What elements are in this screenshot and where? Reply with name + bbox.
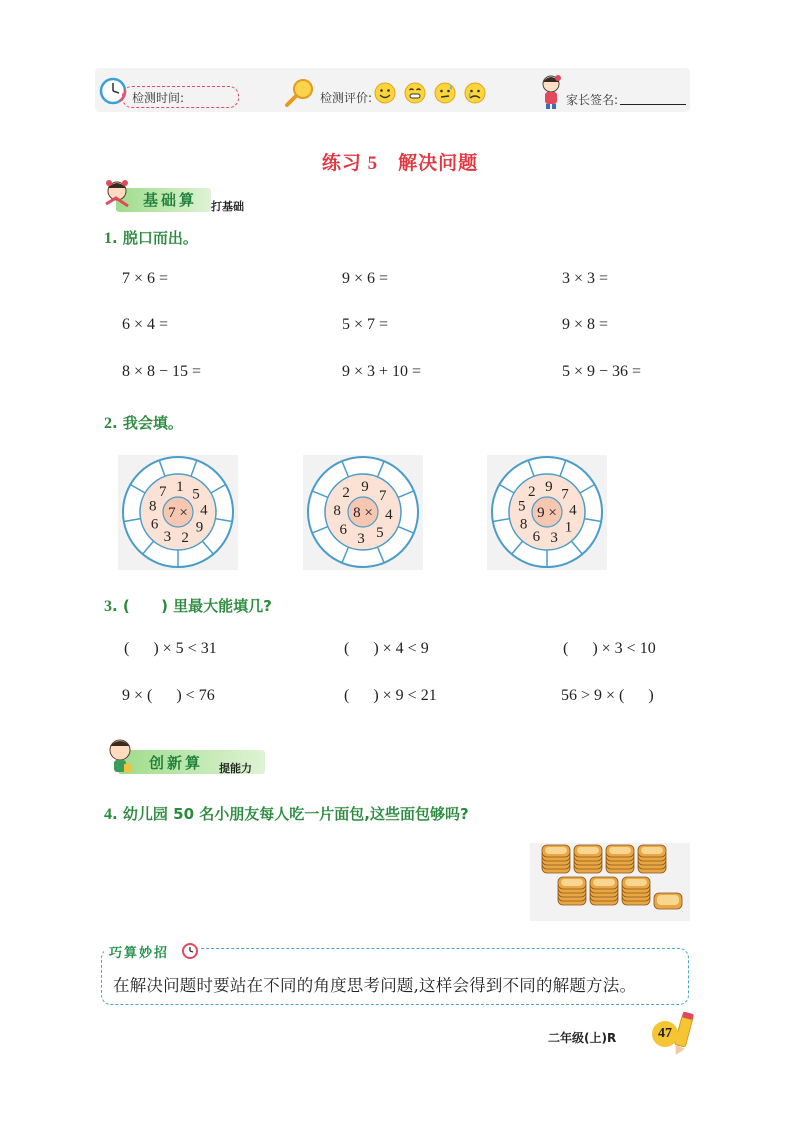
q1-r1-c2: 9 × 6 = [342,270,389,287]
wheel-digit: 9 [361,479,369,496]
wheel-digit: 1 [564,519,573,536]
wheel-digit: 5 [518,498,526,515]
q3-r1-c3: ( ) × 3 < 10 [563,640,656,657]
wheel-digit: 5 [376,524,384,541]
wheel-center-label: 7 × [168,505,188,521]
bread-stack [558,877,586,905]
question-1 [104,227,198,248]
tip-text: 在解决问题时要站在不同的角度思考问题,这样会得到不同的解题方法。 [113,976,637,995]
bread-stack [542,845,570,873]
q1-r2-c1: 6 × 4 = [122,316,169,333]
q1-r3-c2: 9 × 3 + 10 = [342,363,422,380]
child-icon [538,74,564,110]
signature-label: 家长签名: [566,93,619,107]
wheel-digit: 6 [339,521,347,538]
grin-face-icon[interactable] [404,82,426,104]
wheel-digit: 7 [158,483,167,500]
wheel-8 [303,455,423,570]
banner-basic-sub: 打基础 [211,200,244,213]
bread-stacks-illustration [530,843,690,921]
question-3 [104,595,272,616]
wheel-digit: 9 [545,479,553,496]
question-4-text: . 幼儿园 50 名小朋友每人吃一片面包,这些面包够吗? [112,805,469,823]
sad-face-icon[interactable] [464,82,486,104]
banner-basic-label: 基础算 [143,191,198,209]
bread-slice [654,893,682,909]
banner-creative-label: 创新算 [149,754,204,772]
bread-stack [574,845,602,873]
question-3-number: 3 [104,598,112,615]
wheel-digit: 3 [550,529,558,546]
wheel-digit: 1 [176,479,184,496]
bread-stack [590,877,618,905]
grade-label: 二年级(上)R [548,1031,617,1045]
wheel-9 [487,455,607,570]
wheel-digit: 4 [200,502,208,519]
question-1-text: . 脱口而出。 [112,229,198,247]
smile-face-icon[interactable] [374,82,396,104]
wheel-digit: 7 [561,486,569,503]
magnifier-icon [283,78,317,108]
bread-stack [606,845,634,873]
title-part-2: 解决问题 [398,153,479,174]
q3-r1-c1: ( ) × 5 < 31 [124,640,217,657]
page-title [0,148,800,175]
wheel-digit: 2 [527,483,536,500]
bread-stack [622,877,650,905]
q3-r1-c2: ( ) × 4 < 9 [344,640,429,657]
title-part-1: 练习 5 [321,153,379,174]
wheel-digit: 7 [379,488,387,505]
neutral-face-icon[interactable] [434,82,456,104]
alarm-clock-icon [181,941,199,959]
q3-r2-c1: 9 × ( ) < 76 [122,687,215,704]
wheel-digit: 2 [342,485,350,502]
question-1-number: 1 [104,230,112,247]
q1-r3-c3: 5 × 9 − 36 = [562,363,642,380]
question-4-number: 4 [104,806,112,823]
q3-r2-c3: 56 > 9 × ( ) [561,687,654,704]
time-label: 检测时间: [132,91,185,105]
wheel-digit: 8 [149,498,157,515]
wheel-digit: 5 [192,486,200,503]
evaluation-label: 检测评价: [320,91,373,105]
question-3-text: . ( ) 里最大能填几? [112,597,272,615]
wheel-digit: 6 [150,516,159,533]
wheel-digit: 4 [385,507,393,524]
q1-r1-c1: 7 × 6 = [122,270,169,287]
question-2-text: . 我会填。 [112,414,183,432]
wheel-digit: 3 [163,528,172,545]
wheel-7 [118,455,238,570]
question-2 [104,412,183,433]
wheel-digit: 2 [181,529,189,546]
q3-r2-c2: ( ) × 9 < 21 [344,687,437,704]
q1-r2-c2: 5 × 7 = [342,316,389,333]
signature-line[interactable] [620,104,686,105]
q1-r1-c3: 3 × 3 = [562,270,609,287]
tip-label: 巧算妙招 [109,946,170,961]
question-2-number: 2 [104,415,112,432]
wheel-digit: 4 [569,502,577,519]
question-4 [104,803,469,824]
page-number: 47 [652,1021,678,1047]
wheel-center-label: 8 × [353,505,373,521]
q1-r2-c3: 9 × 8 = [562,316,609,333]
q1-r3-c1: 8 × 8 − 15 = [122,363,202,380]
banner-creative-sub: 提能力 [219,762,252,775]
wheel-digit: 8 [333,502,341,519]
wheel-digit: 8 [519,516,528,533]
bread-stack [638,845,666,873]
wheel-digit: 6 [532,528,541,545]
wheel-digit: 3 [357,530,365,547]
wheel-center-label: 9 × [537,505,557,521]
wheel-digit: 9 [195,519,204,536]
